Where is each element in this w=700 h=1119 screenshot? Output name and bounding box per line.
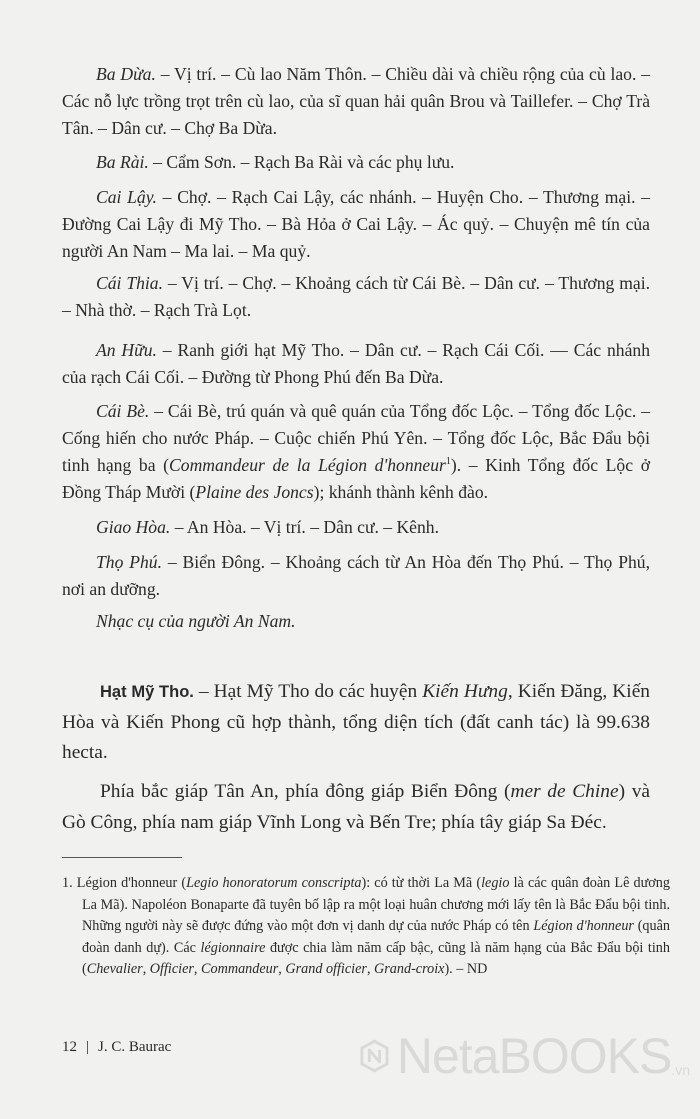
footnote-text: , — [142, 961, 150, 978]
footnote-italic: Grand-croix — [374, 961, 445, 978]
place-heading: Ba Rài. — [96, 152, 149, 172]
paragraph-text: – An Hòa. – Vị trí. – Dân cư. – Kênh. — [170, 517, 439, 537]
netabooks-watermark — [360, 1016, 690, 1096]
footer-separator: | — [86, 1039, 90, 1055]
italic-term: Commandeur de la Légion d'honneur — [169, 455, 446, 475]
paragraph-text: ); khánh thành kênh đào. — [313, 482, 489, 502]
place-heading: Ba Dừa. — [96, 64, 156, 84]
footnote-text: được chia làm năm cấp bậc, cũng là năm hạng của Bắc Đẩu bội tinh ( — [82, 939, 670, 978]
footnote-text: , — [193, 961, 202, 978]
place-heading: Cai Lậy. — [96, 187, 157, 207]
section-text: , Kiến Đăng, Kiến Hòa và Kiến Phong cũ hợp thành, tổng diện tích (đất canh tác) là 99.638 hecta. — [62, 681, 650, 764]
netabooks-logo-icon — [360, 1021, 389, 1091]
paragraph-text: Phía bắc giáp Tân An, phía đông giáp Biển Đông ( — [100, 781, 511, 802]
paragraph-text: ) và Gò Công, phía nam giáp Vĩnh Long và Bến Tre; phía tây giáp Sa Đéc. — [62, 781, 651, 833]
paragraph-text: – Cẩm Sơn. – Rạch Ba Rài và các phụ lưu. — [148, 152, 455, 172]
paragraph-cai-lay — [62, 184, 650, 265]
place-heading: An Hữu. — [96, 340, 157, 360]
place-heading: Cái Bè. — [96, 401, 150, 421]
footnote-text: , — [278, 961, 286, 978]
footnote-text: Légion d'honneur ( — [72, 875, 187, 891]
watermark-brand: NetaBOOKS — [396, 1028, 672, 1084]
paragraph-giao-hoa — [62, 514, 650, 541]
section-heading: Hạt Mỹ Tho. — [100, 683, 194, 701]
paragraph-text: – Vị trí. – Chợ. – Khoảng cách từ Cái Bè. – Dân cư. – Thương mại. – Nhà thờ. – Rạch Trà Lọt. — [62, 273, 650, 320]
footnote-italic: légionnaire — [200, 939, 266, 956]
footnote-marker: 1 — [445, 456, 451, 468]
italic-term: mer de Chine — [510, 781, 619, 802]
paragraph-ba-rai — [62, 149, 650, 176]
section-text: – Hạt Mỹ Tho do các huyện — [193, 681, 423, 702]
paragraph-an-huu — [62, 337, 650, 391]
place-heading: Nhạc cụ của người An Nam. — [96, 611, 296, 631]
footnote-italic: Commandeur — [201, 961, 279, 978]
footer-author: J. C. Baurac — [98, 1039, 172, 1055]
footnote-italic: Légion d'honneur — [533, 918, 634, 935]
page-number: 12 — [62, 1039, 77, 1055]
paragraph-borders — [62, 777, 650, 838]
paragraph-text: – Cái Bè, trú quán và quê quán của Tổng đốc Lộc. – Tổng đốc Lộc. – Cống hiến cho nước Pháp. – Cuộc chiến Phú Yên. – Tổng đốc Lộc, Bắc Đẩu bội tinh hạng ba ( — [62, 401, 650, 475]
footnote-italic: Officier — [149, 961, 194, 978]
paragraph-ba-dua — [62, 61, 650, 142]
footnote-text: (quân đoàn danh dự). Các — [82, 918, 671, 956]
footnote-italic: Grand officier — [285, 961, 367, 978]
paragraph-text: ). – Kinh Tổng đốc Lộc ở Đồng Tháp Mười ( — [62, 455, 651, 502]
paragraph-cai-be — [62, 398, 650, 506]
place-heading: Giao Hòa. — [96, 517, 171, 537]
watermark-suffix: .vn — [671, 1062, 690, 1078]
paragraph-cai-thia — [62, 270, 650, 324]
footnote-divider — [62, 857, 182, 858]
page-footer — [62, 1037, 171, 1057]
section-my-tho — [62, 677, 650, 769]
paragraph-text: – Chợ. – Rạch Cai Lậy, các nhánh. – Huyện Cho. – Thương mại. – Đường Cai Lậy đi Mỹ Tho. – Bà Hỏa ở Cai Lậy. – Ác quỷ. – Chuyện mê tín của người An Nam – Ma lai. – Ma quỷ. — [62, 187, 651, 261]
place-heading: Cái Thia. — [96, 273, 163, 293]
footnote — [62, 873, 670, 981]
paragraph-text: – Vị trí. – Cù lao Năm Thôn. – Chiều dài và chiều rộng của cù lao. – Các nỗ lực trồng trọt trên cù lao, của sĩ quan hải quân Brou và Taillefer. – Chợ Trà Tân. – Dân cư. – Chợ Ba Dừa. — [62, 64, 650, 138]
paragraph-text: – Biển Đông. – Khoảng cách từ An Hòa đến Thọ Phú. – Thọ Phú, nơi an dưỡng. — [62, 552, 650, 599]
footnote-italic: Chevalier — [86, 961, 143, 978]
paragraph-text: – Ranh giới hạt Mỹ Tho. – Dân cư. – Rạch Cái Cối. — Các nhánh của rạch Cái Cối. – Đường từ Phong Phú đến Ba Dừa. — [62, 340, 650, 387]
footnote-italic: Legio honoratorum conscripta — [186, 875, 362, 891]
footnote-text: là các quân đoàn Lê dương La Mã). Napoléon Bonaparte đã tuyên bố lập ra một loại huân chương mới lấy tên là Bắc Đẩu bội tinh. Những người này sẽ được đứng vào một đơn vị danh dự của nước Pháp có tên — [82, 875, 670, 935]
italic-term: Kiến Hưng — [422, 681, 508, 702]
footnote-italic: legio — [481, 875, 510, 891]
place-heading: Thọ Phú. — [96, 552, 162, 572]
footnote-text: , — [366, 961, 375, 978]
paragraph-nhac-cu — [62, 608, 650, 635]
footnote-number: 1. — [62, 875, 73, 891]
italic-term: Plaine des Joncs — [195, 482, 314, 502]
footnote-text: ): có từ thời La Mã ( — [361, 875, 482, 891]
footnote-text: ). – ND — [444, 961, 488, 978]
paragraph-tho-phu — [62, 549, 650, 603]
